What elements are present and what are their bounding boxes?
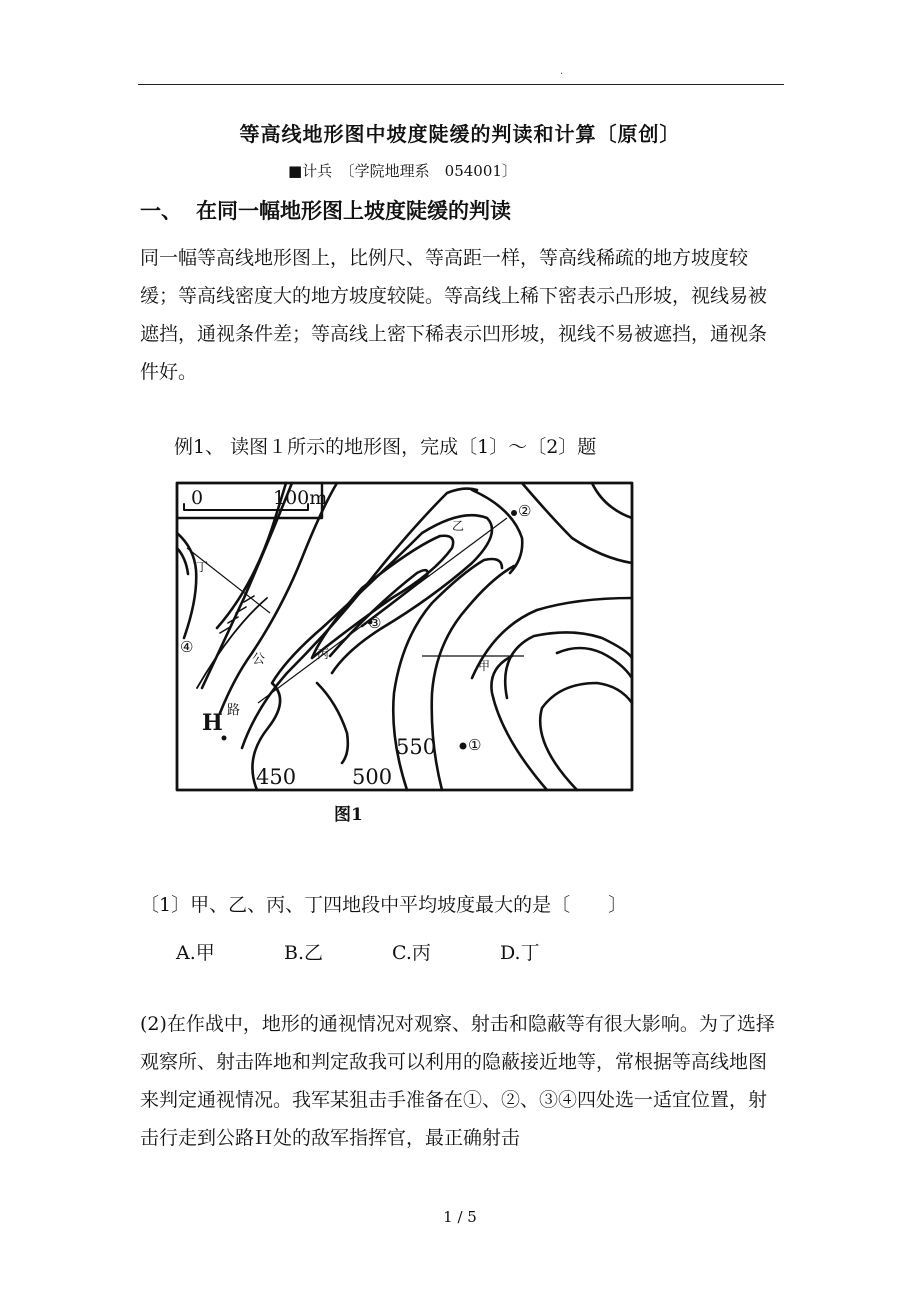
body-paragraph-1: 同一幅等高线地形图上，比例尺、等高距一样，等高线稀疏的地方坡度较缓；等高线密度大的地方坡度较陡。等高线上稀下密表示凸形坡，视线易被遮挡，通视条件差；等高线上密下稀表示凹形坡，视线不易被遮挡，通视条件好。 — [140, 247, 768, 383]
header-rule — [138, 84, 784, 85]
section-line-bing-yi — [258, 518, 507, 703]
contour-line — [312, 536, 453, 658]
point-1-dot — [460, 743, 467, 750]
contour-line — [177, 533, 196, 638]
document-title: 等高线地形图中坡度陡缓的判读和计算〔原创〕 — [239, 122, 681, 146]
label-ding: 丁 — [196, 560, 209, 574]
contour-line — [242, 489, 477, 748]
label-lu: 路 — [227, 703, 241, 718]
contour-label-550: 550 — [396, 735, 437, 759]
answer-options — [176, 938, 608, 965]
scale-zero-label: 0 — [191, 487, 204, 509]
contour-line — [557, 648, 632, 678]
label-bing: 丙 — [317, 647, 330, 661]
contour-line — [472, 598, 632, 678]
body-paragraph-2: (2)在作战中，地形的通视情况对观察、射击和隐蔽等有很大影响。为了选择观察所、射击阵地和判定敌我可以利用的隐蔽接近地等，常根据等高线地图来判定通视情况。我军某狙击手准备在①、②、③④四处选一适宜位置，射击行走到公路Ｈ处的敌军指挥官，最正确射击 — [140, 1013, 775, 1149]
contour-map-figure — [172, 478, 638, 796]
option-b: B.乙 — [284, 942, 324, 964]
contour-line — [491, 656, 547, 790]
label-yi: 乙 — [452, 519, 465, 533]
point-2-dot — [511, 510, 517, 516]
figure-caption: 图1 — [334, 805, 363, 825]
contour-label-500: 500 — [352, 765, 393, 789]
contour-label-450: 450 — [256, 765, 297, 789]
label-point-3: ③ — [368, 614, 382, 632]
section-title: 在同一幅地形图上坡度陡缓的判读 — [196, 198, 511, 223]
contour-line — [592, 483, 632, 518]
option-d: D.丁 — [500, 942, 540, 964]
scale-end-label: 100m — [273, 487, 328, 509]
option-c: C.丙 — [392, 942, 431, 964]
question-1: 〔1〕甲、乙、丙、丁四地段中平均坡度最大的是〔 〕 — [140, 894, 628, 916]
label-point-1: ① — [468, 736, 482, 754]
point-h-dot — [222, 736, 227, 741]
option-a: A.甲 — [176, 942, 215, 964]
label-h: H — [202, 710, 223, 736]
contour-line — [317, 683, 348, 763]
section-line-ding — [187, 548, 270, 613]
header-dot: . — [560, 66, 564, 77]
contour-line — [177, 548, 188, 574]
label-gong: 公 — [252, 652, 266, 667]
example-prompt: 例1、 读图１所示的地形图，完成〔1〕～〔2〕题 — [174, 436, 597, 458]
label-point-2: ② — [518, 502, 532, 520]
contour-line — [540, 683, 632, 790]
label-point-4: ④ — [180, 638, 194, 656]
section-heading — [140, 195, 511, 225]
section-number: 一、 — [140, 198, 182, 223]
page-number: 1 / 5 — [443, 1208, 477, 1226]
label-jia: 甲 — [478, 659, 491, 673]
contour-line — [522, 483, 632, 563]
author-line: ■计兵 〔学院地理系 054001〕 — [288, 162, 517, 180]
